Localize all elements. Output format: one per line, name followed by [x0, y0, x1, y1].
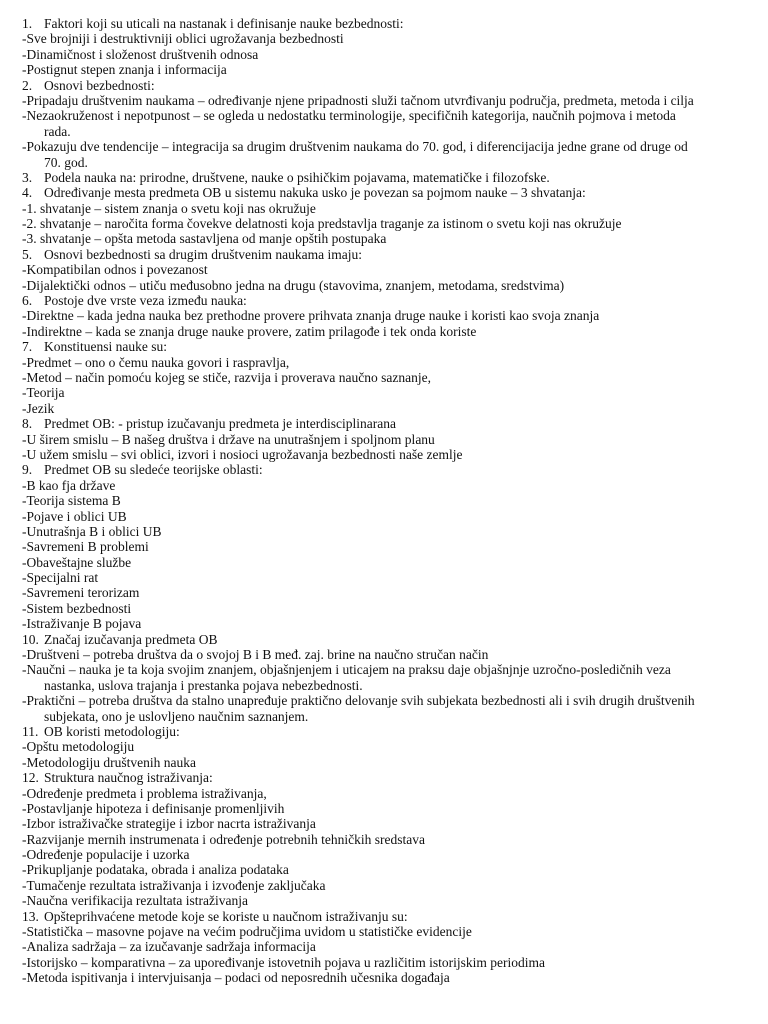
section-heading-text: Osnovi bezbednosti sa drugim društvenim naukama imaju: [44, 246, 362, 262]
list-item: -Tumačenje rezultata istraživanja i izvođenje zaključaka [22, 877, 326, 893]
list-item: -Kompatibilan odnos i povezanost [22, 262, 208, 278]
list-item: -Opštu metodologiju [22, 739, 135, 755]
section-heading-text: Određivanje mesta predmeta OB u sistemu nakuka usko je povezan sa pojmom nauke – 3 shvatanja: [44, 185, 586, 201]
section-heading [22, 462, 748, 477]
list-item: -Metoda ispitivanja i intervjuisanja – podaci od neposrednih učesnika događaja [22, 970, 450, 986]
list-item: -Razvijanje mernih instrumenata i određenje potrebnih tehničkih sredstava [22, 831, 425, 847]
section-number: 12. [22, 770, 39, 786]
list-item: -Postignut stepen znanja i informacija [22, 62, 227, 78]
section-heading [22, 632, 748, 647]
list-item: -U užem smislu – svi oblici, izvori i nosioci ugrožavanja bezbednosti naše zemlje [22, 446, 463, 462]
list-item: -Specijalni rat [22, 570, 99, 586]
section-heading-text: Podela nauka na: prirodne, društvene, nauke o psihičkim pojavama, matematičke i filozofske. [44, 169, 550, 185]
section-number: 11. [22, 723, 39, 739]
section-heading [22, 724, 748, 739]
document-page [22, 16, 748, 986]
list-item: -Nezaokruženost i nepotpunost – se ogleda u nedostatku terminologije, specifičnih kategorija, naučnih pojmova i metoda [22, 108, 676, 124]
section-heading [22, 78, 748, 93]
list-item: -Analiza sadržaja – za izučavanje sadržaja informacija [22, 939, 316, 955]
list-item: -Praktični – potreba društva da stalno unapređuje praktično delovanje svih subjekata bezbednosti ali i svih drugih društvenih [22, 693, 695, 709]
list-item: -Savremeni B problemi [22, 539, 149, 555]
list-item: -3. shvatanje – opšta metoda sastavljena od manje opštih postupaka [22, 231, 387, 247]
section-heading-text: Postoje dve vrste veza između nauka: [44, 293, 247, 309]
section-heading [22, 185, 748, 200]
list-item: -Savremeni terorizam [22, 585, 140, 601]
list-item: -Statistička – masovne pojave na većim područjima uvidom u statističke evidencije [22, 924, 472, 940]
section-heading-text: Značaj izučavanja predmeta OB [44, 631, 218, 647]
list-item: -Određenje predmeta i problema istraživanja, [22, 785, 267, 801]
list-item: -Dinamičnost i složenost društvenih odnosa [22, 46, 259, 62]
section-number: 8. [22, 416, 33, 432]
section-heading-text: Predmet OB su sledeće teorijske oblasti: [44, 462, 263, 478]
list-item: -Metod – način pomoću kojeg se stiče, razvija i proverava naučno saznanje, [22, 369, 431, 385]
section-heading [22, 770, 748, 785]
section-number: 3. [22, 169, 33, 185]
section-number: 6. [22, 293, 33, 309]
list-item: -Dijalektički odnos – utiču međusobno jedna na drugu (stavovima, znanjem, metodama, sredstvima) [22, 277, 565, 293]
section-number: 9. [22, 462, 33, 478]
list-item: -Indirektne – kada se znanja druge nauke provere, zatim prilagođe i tek onda koriste [22, 323, 477, 339]
list-item: -Direktne – kada jedna nauka bez prethodne provere prihvata znanja druge nauke i koristi kao svoja znanja [22, 308, 600, 324]
section-number: 7. [22, 339, 33, 355]
section-number: 2. [22, 77, 33, 93]
section-number: 10. [22, 631, 39, 647]
section-heading [22, 909, 748, 924]
list-item: -Teorija sistema B [22, 493, 121, 509]
list-item: -Postavljanje hipoteza i definisanje promenljivih [22, 800, 285, 816]
section-heading [22, 293, 748, 308]
section-heading [22, 170, 748, 185]
list-item: -Predmet – ono o čemu nauka govori i raspravlja, [22, 354, 290, 370]
list-item: -Teorija [22, 385, 65, 401]
list-item: -Naučna verifikacija rezultata istraživanja [22, 893, 248, 909]
list-item: -Sve brojniji i destruktivniji oblici ugrožavanja bezbednosti [22, 31, 344, 47]
section-number: 4. [22, 185, 33, 201]
list-item: -Izbor istraživačke strategije i izbor nacrta istraživanja [22, 816, 316, 832]
list-item: -Obaveštajne službe [22, 554, 132, 570]
list-item: -Naučni – nauka je ta koja svojim znanjem, objašnjenjem i uticajem na praksu daje objašnjnje uzročno-posledičnih veza [22, 662, 671, 678]
list-item-continuation: rada. [44, 123, 71, 139]
list-item: -Istraživanje B pojava [22, 616, 142, 632]
section-number: 13. [22, 908, 39, 924]
list-item: -Određenje populacije i uzorka [22, 847, 190, 863]
list-item: -1. shvatanje – sistem znanja o svetu koji nas okružuje [22, 200, 316, 216]
list-item: -Sistem bezbednosti [22, 600, 132, 616]
section-heading [22, 247, 748, 262]
section-heading-text: OB koristi metodologiju: [44, 723, 180, 739]
list-item: -Pojave i oblici UB [22, 508, 127, 524]
section-heading-text: Osnovi bezbednosti: [44, 77, 155, 93]
section-number: 1. [22, 16, 33, 31]
list-item: -Metodologiju društvenih nauka [22, 754, 196, 770]
section-heading-text: Struktura naučnog istraživanja: [44, 770, 213, 786]
list-item: -Pripadaju društvenim naukama – određivanje njene pripadnosti služi tačnom utvrđivanju područja, predmeta, metoda i cilja [22, 92, 694, 108]
section-heading [22, 339, 748, 354]
list-item: -Pokazuju dve tendencije – integracija sa drugim društvenim naukama do 70. god, i diferencijacija jedne grane od druge od [22, 139, 688, 155]
section-number: 5. [22, 246, 33, 262]
section-heading-text: Opšteprihvaćene metode koje se koriste u naučnom istraživanju su: [44, 908, 408, 924]
section-heading [22, 416, 748, 431]
section-heading-text: Konstituensi nauke su: [44, 339, 167, 355]
list-item: -B kao fja države [22, 477, 116, 493]
list-item-continuation: 70. god. [44, 154, 88, 170]
list-item-continuation: subjekata, ono je uslovljeno naučnim saznanjem. [44, 708, 309, 724]
list-item-continuation: nastanka, uslova trajanja i prestanka pojava nebezbednosti. [44, 677, 363, 693]
list-item: -Društveni – potreba društva da o svojoj B i B međ. zaj. brine na naučno stručan način [22, 647, 489, 663]
section-heading-text: Faktori koji su uticali na nastanak i definisanje nauke bezbednosti: [44, 16, 404, 31]
list-item: -Unutrašnja B i oblici UB [22, 523, 162, 539]
section-heading-text: Predmet OB: - pristup izučavanju predmeta je interdisciplinarana [44, 416, 397, 432]
section-heading [22, 16, 748, 31]
list-item: -U širem smislu – B našeg društva i države na unutrašnjem i spoljnom planu [22, 431, 435, 447]
list-item: -2. shvatanje – naročita forma čovekve delatnosti koja predstavlja traganje za istinom o svetu koji nas okružuje [22, 216, 622, 232]
list-item: -Jezik [22, 400, 55, 416]
list-item: -Istorijsko – komparativna – za upoređivanje istovetnih pojava u različitim istorijskim periodima [22, 954, 545, 970]
list-item: -Prikupljanje podataka, obrada i analiza podataka [22, 862, 289, 878]
